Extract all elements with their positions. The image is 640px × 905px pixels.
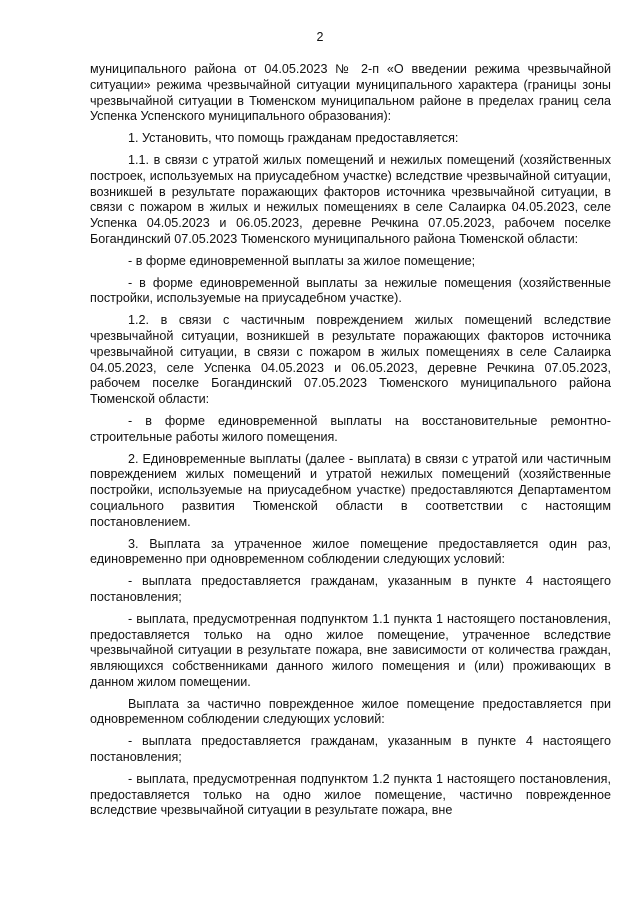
paragraph: - выплата, предусмотренная подпунктом 1.1 пункта 1 настоящего постановления, предоставляется только на одно жилое помещение, утраченное вследствие чрезвычайной ситуации в результате пожара, вне зависимости от количества граждан, являющихся собственниками данного жилого помещения и (или) проживающих в данном жилом помещении. (90, 611, 611, 689)
paragraph: - выплата предоставляется гражданам, указанным в пункте 4 настоящего постановления; (90, 734, 611, 765)
paragraph: - выплата предоставляется гражданам, указанным в пункте 4 настоящего постановления; (90, 574, 611, 604)
paragraph: - в форме единовременной выплаты за жилое помещение; (128, 253, 476, 268)
paragraph: - в форме единовременной выплаты за нежилые помещения (хозяйственные постройки, используемые на приусадебном участке). (90, 275, 611, 306)
paragraph: 3. Выплата за утраченное жилое помещение предоставляется один раз, единовременно при одновременном соблюдении следующих условий: (90, 536, 611, 567)
paragraph: Выплата за частично поврежденное жилое помещение предоставляется при одновременном соблюдении следующих условий: (90, 696, 611, 727)
paragraph: 2. Единовременные выплаты (далее - выплата) в связи с утратой или частичным повреждением жилых помещений и утратой нежилых помещений (хозяйственные постройки, используемые на приусадебном участке) предоставляются Департаментом социального развития Тюменской области в соответствии с настоящим постановлением. (90, 451, 611, 529)
paragraph: муниципального района от 04.05.2023 № 2-п «О введении режима чрезвычайной ситуации» режима чрезвычайной ситуации муниципального характера (границы зоны чрезвычайной ситуации в Тюменском муниципальном районе в пределах границ села Успенка Успенского муниципального образования): (90, 62, 611, 124)
paragraph: - выплата, предусмотренная подпунктом 1.2 пункта 1 настоящего постановления, предоставляется только на одно жилое помещение, частично поврежденное вследствие чрезвычайной ситуации в результате пожара, вне (90, 771, 611, 818)
page-number: 2 (316, 30, 324, 44)
paragraph: 1.2. в связи с частичным повреждением жилых помещений вследствие чрезвычайной ситуации, возникшей в результате поражающих факторов источника чрезвычайной ситуации, в связи с пожаром в жилых помещениях в селе Салаирка 04.05.2023, селе Успенка 04.05.2023 и 06.05.2023, деревне Речкина 07.05.2023, рабочем поселке Богандинский 07.05.2023 Тюменского муниципального района Тюменской области: (90, 313, 611, 407)
paragraph: 1. Установить, что помощь гражданам предоставляется: (128, 131, 459, 146)
paragraph: 1.1. в связи с утратой жилых помещений и нежилых помещений (хозяйственных построек, используемых на приусадебном участке) вследствие чрезвычайной ситуации, возникшей в результате поражающих факторов источника чрезвычайной ситуации, в связи с пожаром в жилых и нежилых помещениях в селе Салаирка 04.05.2023, селе Успенка 04.05.2023 и 06.05.2023, деревне Речкина 07.05.2023, рабочем поселке Богандинский 07.05.2023 Тюменского муниципального района Тюменской области: (90, 152, 611, 246)
paragraph: - в форме единовременной выплаты на восстановительные ремонтно-строительные работы жилого помещения. (90, 413, 611, 444)
document-body (90, 62, 611, 825)
